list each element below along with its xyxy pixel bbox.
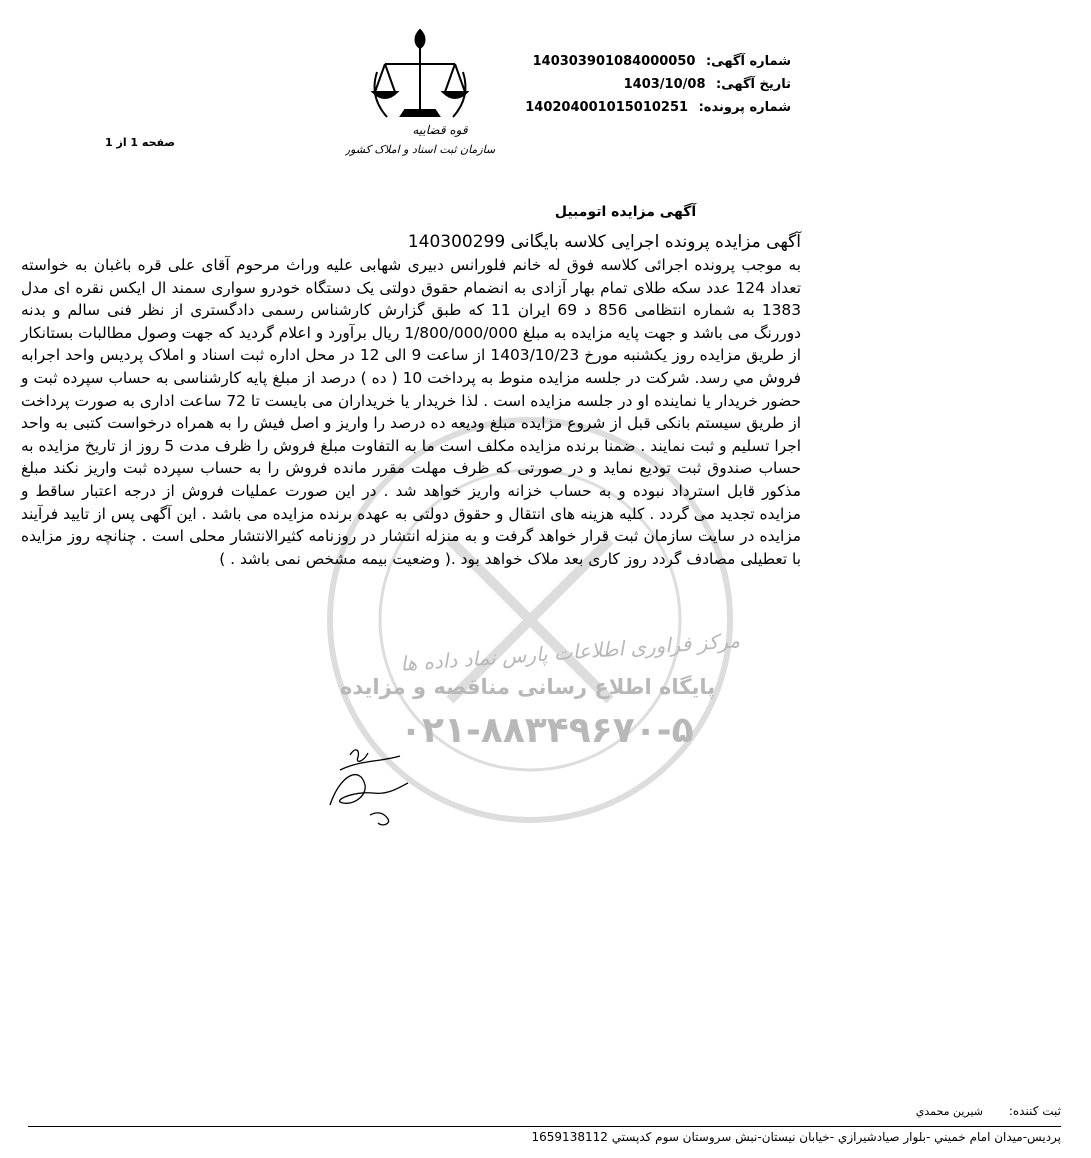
scales-of-justice-icon: [345, 22, 495, 162]
ad-number-label: شماره آگهی:: [705, 54, 791, 69]
ad-number-row: [525, 50, 791, 73]
judiciary-logo: [345, 22, 495, 162]
notice-body: [21, 230, 801, 570]
logo-caption-2: سازمان ثبت اسناد و املاک کشور: [345, 143, 495, 156]
footer-divider: [28, 1126, 1061, 1127]
registrar-label: ثبت کننده:: [1008, 1104, 1061, 1118]
notice-paragraph: به موجب پرونده اجرائی کلاسه فوق له خانم فلورانس دبیری شهابی علیه وراث مرحوم آقای علی قره باغبان به خواسته تعداد 124 عدد سکه طلای تمام بهار آزادی به انضمام حقوق دولتی یک دستگاه خودرو سواری سمند ال ایکس نقره ای مدل 1383 به شماره انتظامی 856 د 69 ایران 11 که طبق گزارش کارشناس رسمی دادگستری از نظر فنی سالم و بدنه دوررنگ می باشد و جهت پایه مزایده به مبلغ 1/800/000/000 ریال برآورد و اعلام گردید که جهت وصول مطالبات بستانکار از طریق مزایده روز یکشنبه مورخ 1403/10/23 از ساعت 9 الی 12 در محل اداره ثبت اسناد و املاک پردیس واحد اجرابه فروش مي رسد. شرکت در جلسه مزایده منوط به پرداخت 10 ( ده ) درصد از مبلغ پایه کارشناسی به حساب سپرده ثبت و حضور خریدار یا نماینده او در جلسه مزایده است . لذا خریدار یا خریداران می بایست تا 72 ساعت اداری به صورت پرداخت از طریق سیستم بانکی قبل از شروع مزایده مبلغ ودیعه ده درصد را واریز و اصل فیش را به همراه درخواست کتبی به واحد اجرا تسلیم و ثبت نمایند . ضمنا برنده مزایده مکلف است ما به التفاوت مبلغ فروش را ظرف مدت 5 روز از تاریخ مزایده به حساب صندوق ثبت تودیع نماید و در صورتی که ظرف مهلت مقرر مانده فروش را به حساب سپرده ثبت واریز نکند مبلغ مذکور قابل استرداد نبوده و به حساب خزانه واریز خواهد شد . در این صورت عملیات فروش از درجه اعتبار ساقط و مزایده تجدید می گردد . کلیه هزینه های انتقال و حقوق دولتی به عهده برنده مزایده می باشد . این آگهی پس از تایید فرآیند مزایده در سایت سازمان ثبت قرار خواهد گرفت و به منزله انتشار در روزنامه کثیرالانتشار محلی است . چنانچه روز مزایده با تعطیلی مصادف گردد روز کاری بعد ملاک خواهد بود .( وضعیت بیمه مشخص نمی باشد . ): [21, 256, 801, 568]
watermark-line-2: پایگاه اطلاع رسانی مناقصه و مزایده: [340, 675, 716, 699]
registrar-name: شیرین محمدي: [915, 1105, 984, 1118]
case-number-row: [525, 96, 791, 119]
registrar: [916, 1104, 1061, 1118]
watermark-phone: ۰۲۱-۸۸۳۴۹۶۷۰-۵: [400, 710, 694, 751]
case-number: 140204001015010251: [525, 100, 689, 115]
page-title: آگهی مزایده اتومبیل: [554, 204, 697, 220]
ad-date-label: تاریخ آگهی:: [716, 77, 791, 92]
ad-date: 1403/10/08: [623, 77, 706, 92]
ad-date-row: [525, 73, 791, 96]
ad-number: 140303901084000050: [532, 54, 696, 69]
page-info: صفحه 1 از 1: [105, 136, 176, 149]
notice-intro: آگهی مزایده پرونده اجرایی کلاسه بایگانی 140300299: [407, 232, 801, 252]
office-address: پردیس-میدان امام خمیني -بلوار صیادشیرازي -خیابان نیستان-نبش سروستان سوم کدپستي 1659138112: [531, 1130, 1061, 1144]
case-number-label: شماره پرونده:: [698, 100, 791, 115]
handwritten-signature: [310, 735, 430, 835]
logo-caption-1: قوه قضاییه: [412, 123, 468, 137]
watermark-line-1: مرکز فراوری اطلاعات پارس نماد داده ها: [399, 628, 741, 676]
ad-metadata: [525, 50, 791, 119]
